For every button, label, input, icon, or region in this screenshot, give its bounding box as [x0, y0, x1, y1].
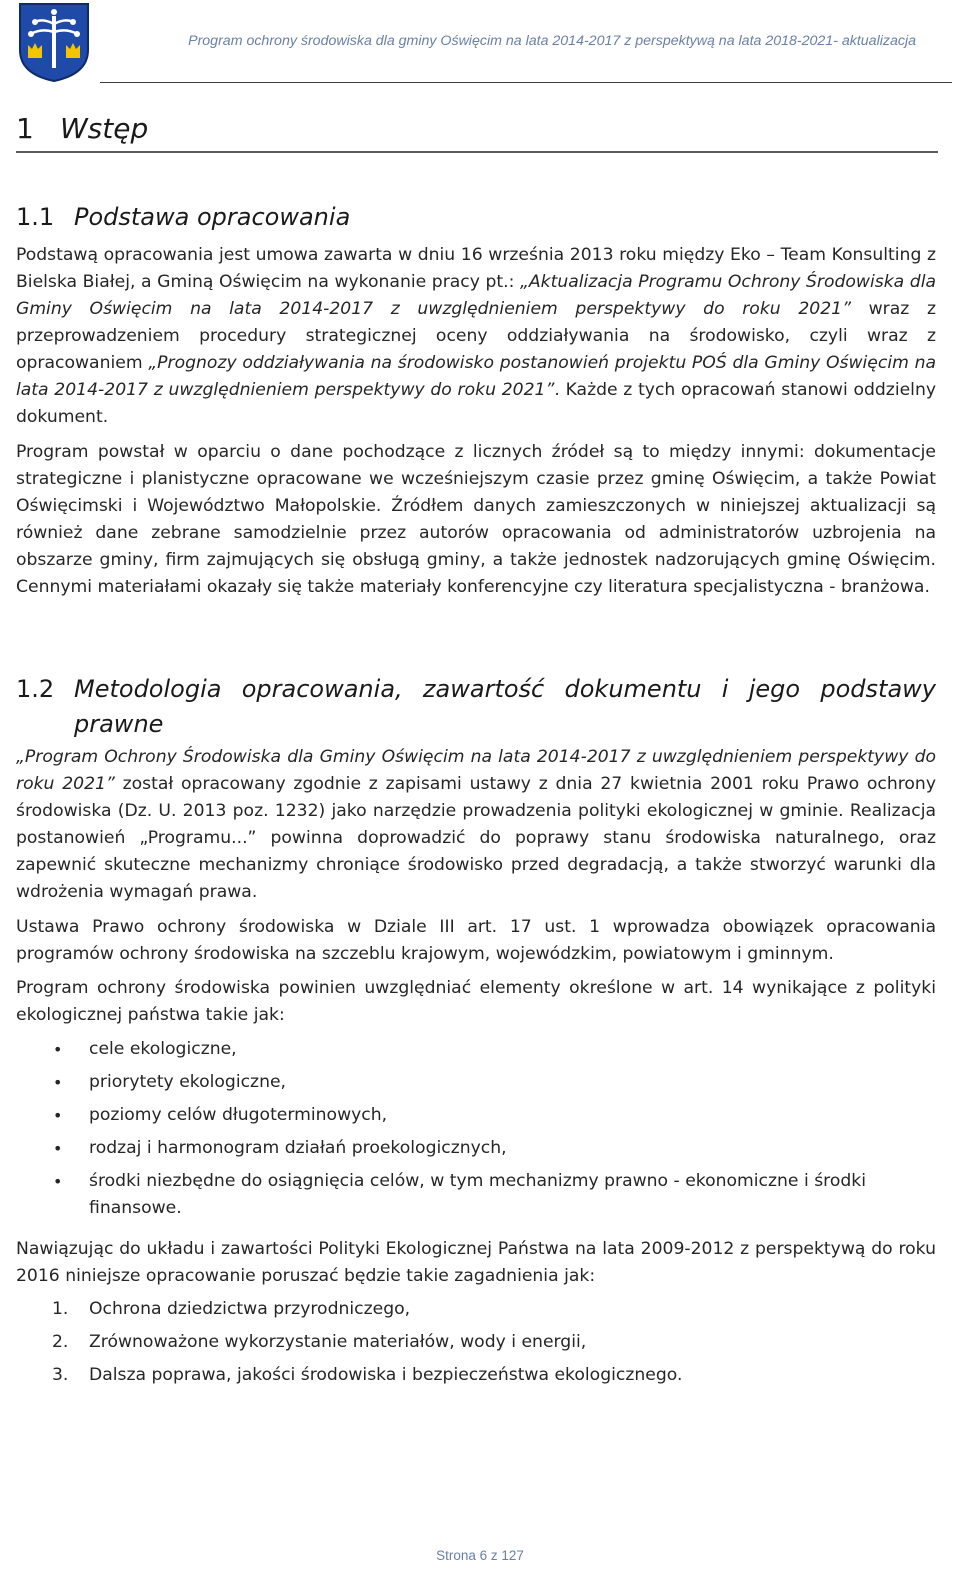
- section-number: 1: [16, 112, 34, 145]
- bullet-list: [16, 1036, 936, 1228]
- text-run: Podstawą opracowania jest umowa zawarta w dniu 16 września 2013 roku między Eko – Team Konsulting z Bielska Białej, a Gminą Oświęcim na wykonanie pracy pt.:: [16, 245, 936, 292]
- section-heading-1: [16, 112, 938, 153]
- list-item-text: Dalsza poprawa, jakości środowiska i bezpieczeństwa ekologicznego.: [89, 1365, 683, 1385]
- bullet-icon: •: [53, 1040, 63, 1059]
- list-item-text: cele ekologiczne,: [89, 1039, 237, 1059]
- page-number: Strona 6 z 127: [436, 1548, 524, 1563]
- list-item-number: 3.: [52, 1365, 69, 1385]
- italic-title-run: „Aktualizacja Programu Ochrony Środowiska dla Gminy Oświęcim na lata 2014-2017 z uwzględnieniem perspektywy do roku 2021”: [16, 272, 937, 319]
- page-header: [0, 0, 960, 84]
- coat-of-arms-icon: [17, 2, 91, 82]
- italic-title-run: „Program Ochrony Środowiska dla Gminy Oświęcim na lata 2014-2017 z uwzględnieniem perspektywy do roku 2021”: [16, 747, 936, 794]
- list-item: [16, 1168, 936, 1222]
- bullet-icon: •: [53, 1073, 63, 1092]
- list-item: [16, 1069, 936, 1096]
- list-item-text: Ochrona dziedzictwa przyrodniczego,: [89, 1299, 411, 1319]
- paragraph-basis: [16, 242, 936, 431]
- text-run: został opracowany zgodnie z zapisami ustawy z dnia 27 kwietnia 2001 roku Prawo ochrony środowiska (Dz. U. 2013 poz. 1232) jako narzędzie prowadzenia polityki ekologicznej w gminie. Realizacja postanowień „Programu...” powinna doprowadzić do poprawy stanu środowiska naturalnego, oraz zapewnić skuteczne mechanizmy chroniące środowisko przed degradacją, a także stworzyć warunki dla wdrożenia wymagań prawa.: [16, 774, 936, 902]
- numbered-list: [16, 1296, 936, 1395]
- section-number: 1.1: [16, 203, 55, 231]
- section-title: Wstęp: [60, 112, 149, 145]
- section-title: Podstawa opracowania: [74, 203, 351, 231]
- list-item: [16, 1362, 936, 1389]
- section-number: 1.2: [16, 675, 55, 703]
- bullet-icon: •: [53, 1172, 63, 1191]
- paragraph-elements: Program ochrony środowiska powinien uwzględniać elementy określone w art. 14 wynikające z polityki ekologicznej państwa takie jak:: [16, 978, 936, 1025]
- list-item-number: 2.: [52, 1332, 69, 1352]
- list-item-text: priorytety ekologiczne,: [89, 1072, 287, 1092]
- header-divider: [100, 82, 952, 83]
- section-title: Metodologia opracowania, zawartość dokumentu i jego podstawy prawne: [74, 675, 936, 738]
- list-item-text: środki niezbędne do osiągnięcia celów, w tym mechanizmy prawno - ekonomiczne i środki finansowe.: [89, 1171, 866, 1218]
- paragraph-policy: Nawiązując do układu i zawartości Polityki Ekologicznej Państwa na lata 2009-2012 z perspektywą do roku 2016 niniejsze opracowanie poruszać będzie takie zagadnienia jak:: [16, 1239, 936, 1286]
- list-item: [16, 1102, 936, 1129]
- list-item: [16, 1135, 936, 1162]
- text-run: . Każde z tych opracowań stanowi oddzielny dokument.: [16, 380, 937, 427]
- paragraph-law: Ustawa Prawo ochrony środowiska w Dziale III art. 17 ust. 1 wprowadza obowiązek opracowania programów ochrony środowiska na szczeblu krajowym, wojewódzkim, powiatowym i gminnym.: [16, 917, 936, 964]
- text-run: wraz z przeprowadzeniem procedury strategicznej oceny oddziaływania na środowisko, czyli wraz z opracowaniem: [16, 299, 936, 373]
- bullet-icon: •: [53, 1106, 63, 1125]
- paragraph-methodology: [16, 744, 936, 906]
- italic-title-run: „Prognozy oddziaływania na środowisko postanowień projektu POŚ dla Gminy Oświęcim na lata 2014-2017 z uwzględnieniem perspektywy do roku 2021”: [16, 353, 936, 400]
- bullet-icon: •: [53, 1139, 63, 1158]
- section-heading-1-2: [16, 672, 936, 742]
- list-item: [16, 1329, 936, 1356]
- list-item-text: rodzaj i harmonogram działań proekologicznych,: [89, 1138, 507, 1158]
- paragraph-sources: Program powstał w oparciu o dane pochodzące z licznych źródeł są to między innymi: dokumentacje strategiczne i planistyczne opracowane we wcześniejszym czasie przez gminę Oświęcim, a także Powiat Oświęcimski i Województwo Małopolskie. Źródłem danych zamieszczonych w niniejszej aktualizacji są również dane zebrane samodzielnie przez autorów opracowania od administratorów uzbrojenia na obszarze gminy, firm zajmujących się obsługą gminy, a także jednostek nadzorujących gminę Oświęcim. Cennymi materiałami okazały się także materiały konferencyjne czy literatura specjalistyczna - branżowa.: [16, 442, 936, 597]
- list-item-number: 1.: [52, 1299, 69, 1319]
- list-item-text: poziomy celów długoterminowych,: [89, 1105, 388, 1125]
- section-heading-1-1: [16, 203, 936, 231]
- list-item: [16, 1296, 936, 1323]
- document-header-title: Program ochrony środowiska dla gminy Oświęcim na lata 2014-2017 z perspektywą na lata 2018-2021- aktualizacja: [188, 33, 916, 49]
- list-item-text: Zrównoważone wykorzystanie materiałów, wody i energii,: [89, 1332, 587, 1352]
- list-item: [16, 1036, 936, 1063]
